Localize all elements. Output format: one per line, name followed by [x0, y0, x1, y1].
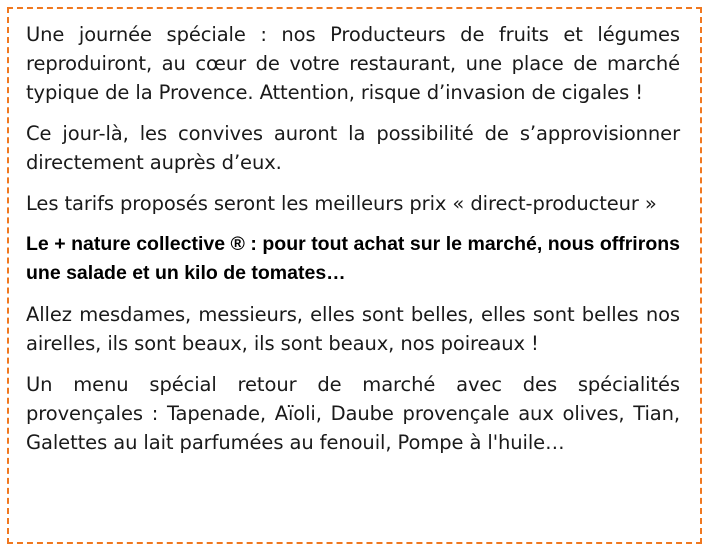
paragraph-intro: Une journée spéciale : nos Producteurs de fruits et légumes reproduiront, au cœur de votre restaurant, une place de marché typique de la Provence. Attention, risque d’invasion de cigales ! — [26, 23, 680, 104]
paragraph-convives: Ce jour-là, les convives auront la possibilité de s’approvisionner directement auprès d’eux. — [26, 122, 680, 174]
paragraph-offer: Le + nature collective ® : pour tout achat sur le marché, nous offrirons une salade et un kilo de tomates… — [26, 233, 680, 284]
paragraph-chant: Allez mesdames, messieurs, elles sont belles, elles sont belles nos airelles, ils sont beaux, ils sont beaux, nos poireaux ! — [26, 303, 680, 355]
dashed-frame — [7, 7, 702, 544]
paragraph-menu: Un menu spécial retour de marché avec des spécialités provençales : Tapenade, Aïoli, Daube provençale aux olives, Tian, Galettes au lait parfumées au fenouil, Pompe à l'huile… — [26, 373, 680, 454]
paragraph-tarifs: Les tarifs proposés seront les meilleurs prix « direct-producteur » — [26, 192, 657, 215]
